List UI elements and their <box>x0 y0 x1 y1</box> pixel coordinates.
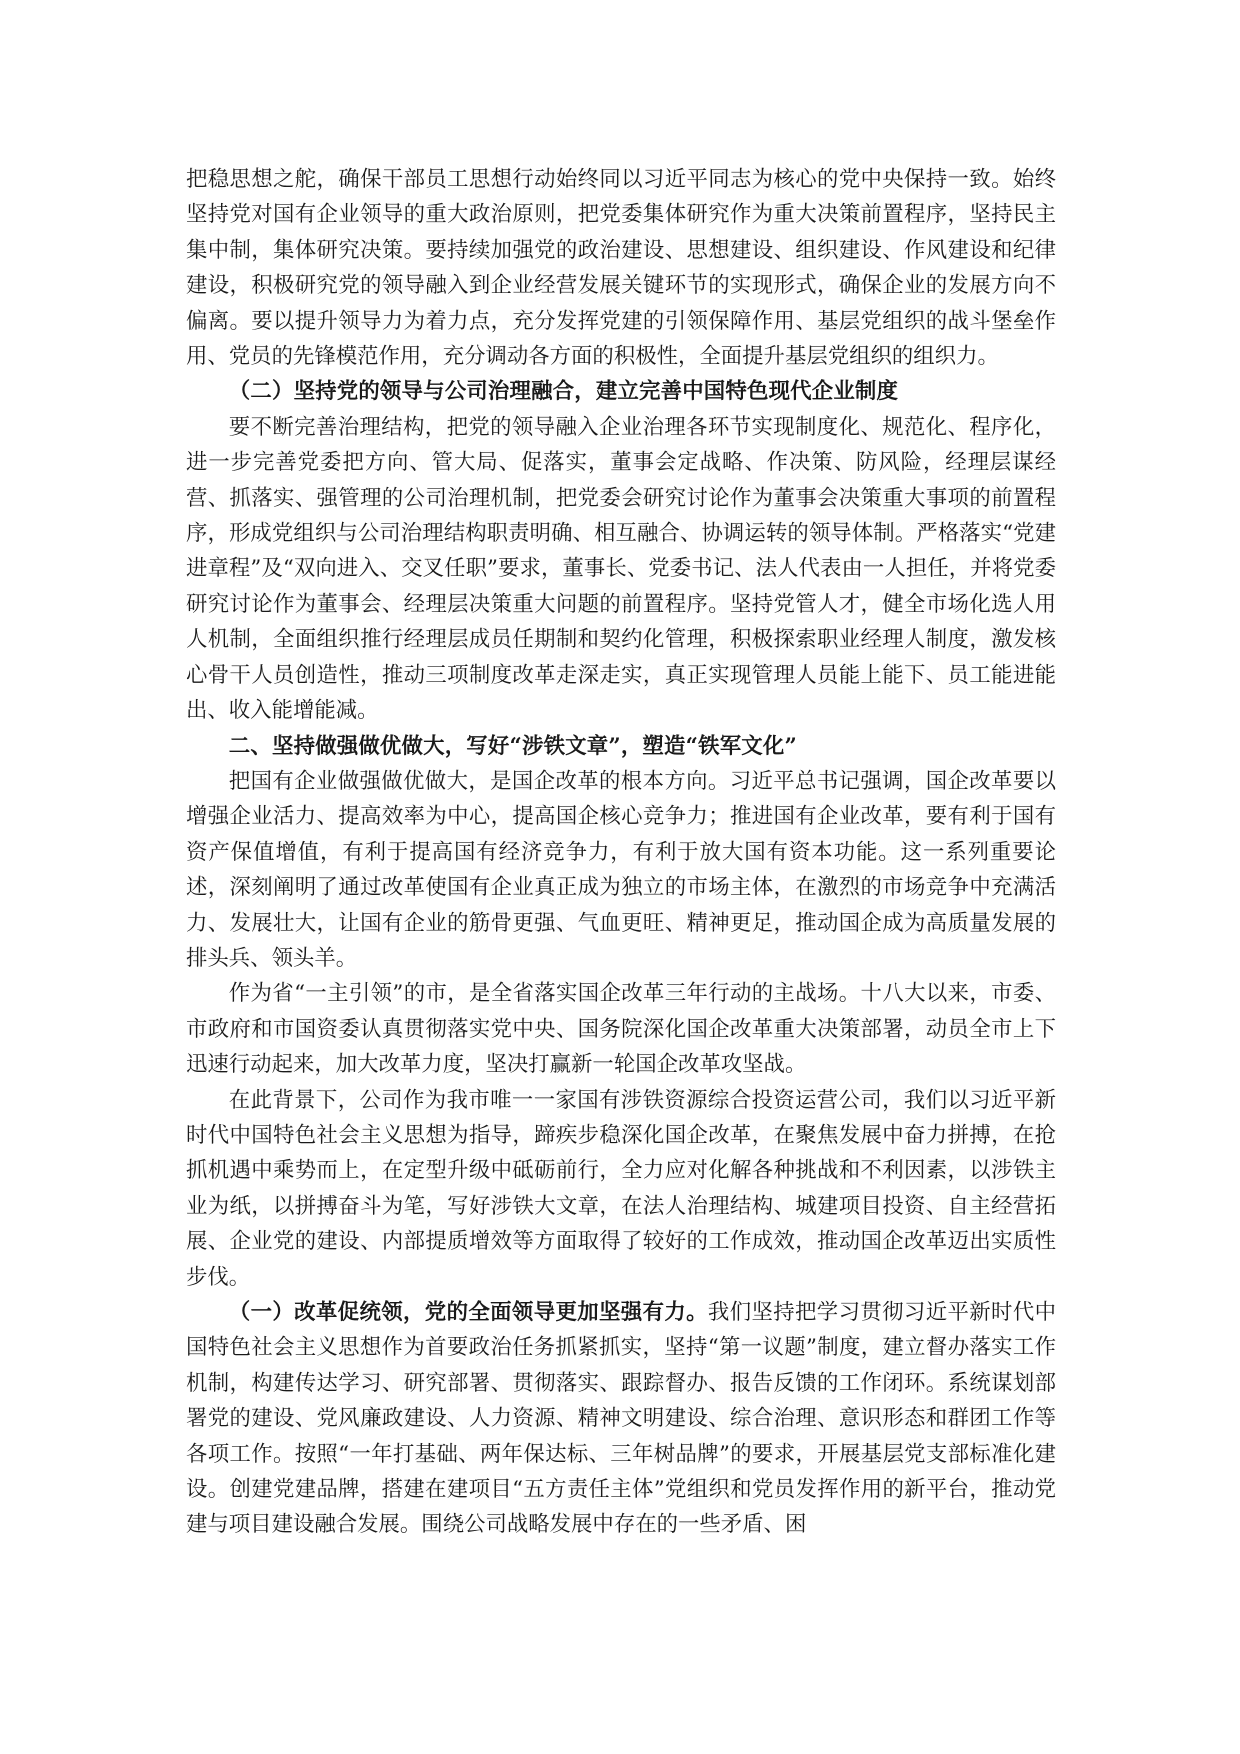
body-paragraph: 把稳思想之舵，确保干部员工思想行动始终同以习近平同志为核心的党中央保持一致。始终坚持党对国有企业领导的重大政治原则，把党委集体研究作为重大决策前置程序，坚持民主集中制，集体研究决策。要持续加强党的政治建设、思想建设、组织建设、作风建设和纪律建设，积极研究党的领导融入到企业经营发展关键环节的实现形式，确保企业的发展方向不偏离。要以提升领导力为着力点，充分发挥党建的引领保障作用、基层党组织的战斗堡垒作用、党员的先锋模范作用，充分调动各方面的积极性，全面提升基层党组织的组织力。 <box>186 167 1056 370</box>
paragraph-body-text: 我们坚持把学习贯彻习近平新时代中国特色社会主义思想作为首要政治任务抓紧抓实，坚持“第一议题”制度，建立督办落实工作机制，构建传达学习、研究部署、贯彻落实、跟踪督办、报告反馈的工作闭环。系统谋划部署党的建设、党风廉政建设、人力资源、精神文明建设、综合治理、意识形态和群团工作等各项工作。按照“一年打基础、两年保达标、三年树品牌”的要求，开展基层党支部标准化建设。创建党建品牌，搭建在建项目“五方责任主体”党组织和党员发挥作用的新平台，推动党建与项目建设融合发展。围绕公司战略发展中存在的一些矛盾、困 <box>186 1300 1056 1538</box>
paragraph-lead-heading: （一）改革促统领，党的全面领导更加坚强有力。 <box>228 1300 708 1325</box>
section-heading: 二、坚持做强做优做大，写好“涉铁文章”，塑造“铁军文化” <box>228 733 797 759</box>
lead-paragraph <box>186 1295 1056 1543</box>
body-paragraph: 把国有企业做强做优做大，是国企改革的根本方向。习近平总书记强调，国企改革要以增强企业活力、提高效率为中心，提高国企核心竞争力；推进国有企业改革，要有利于国有资产保值增值，有利于提高国有经济竞争力，有利于放大国有资本功能。这一系列重要论述，深刻阐明了通过改革使国有企业真正成为独立的市场主体，在激烈的市场竞争中充满活力、发展壮大，让国有企业的筋骨更强、气血更旺、精神更足，推动国企成为高质量发展的排头兵、领头羊。 <box>186 768 1056 971</box>
body-paragraph: 要不断完善治理结构，把党的领导融入企业治理各环节实现制度化、规范化、程序化，进一步完善党委把方向、管大局、促落实，董事会定战略、作决策、防风险，经理层谋经营、抓落实、强管理的公司治理机制，把党委会研究讨论作为董事会决策重大事项的前置程序，形成党组织与公司治理结构职责明确、相互融合、协调运转的领导体制。严格落实“党建进章程”及“双向进入、交叉任职”要求，董事长、党委书记、法人代表由一人担任，并将党委研究讨论作为董事会、经理层决策重大问题的前置程序。坚持党管人才，健全市场化选人用人机制，全面组织推行经理层成员任期制和契约化管理，积极探索职业经理人制度，激发核心骨干人员创造性，推动三项制度改革走深走实，真正实现管理人员能上能下、员工能进能出、收入能增能减。 <box>186 414 1056 724</box>
body-paragraph: 在此背景下，公司作为我市唯一一家国有涉铁资源综合投资运营公司，我们以习近平新时代中国特色社会主义思想为指导，蹄疾步稳深化国企改革，在聚焦发展中奋力拼搏，在抢抓机遇中乘势而上，在定型升级中砥砺前行，全力应对化解各种挑战和不利因素，以涉铁主业为纸，以拼搏奋斗为笔，写好涉铁大文章，在法人治理结构、城建项目投资、自主经营拓展、企业党的建设、内部提质增效等方面取得了较好的工作成效，推动国企改革迈出实质性步伐。 <box>186 1087 1056 1290</box>
document-page <box>186 162 1056 1543</box>
section-heading: （二）坚持党的领导与公司治理融合，建立完善中国特色现代企业制度 <box>228 379 899 405</box>
body-paragraph: 作为省“一主引领”的市，是全省落实国企改革三年行动的主战场。十八大以来，市委、市政府和市国资委认真贯彻落实党中央、国务院深化国企改革重大决策部署，动员全市上下迅速行动起来，加大改革力度，坚决打赢新一轮国企改革攻坚战。 <box>186 981 1056 1078</box>
